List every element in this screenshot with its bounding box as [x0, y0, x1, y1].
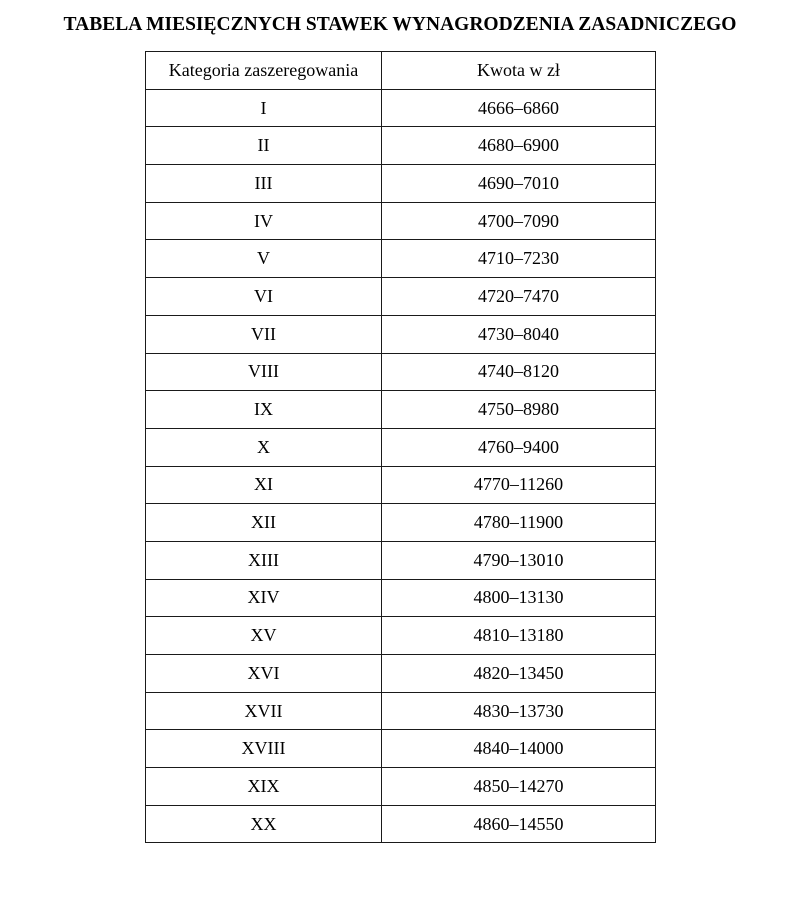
amount-cell: 4770–11260: [382, 466, 656, 504]
table-row: [146, 391, 656, 429]
category-cell: XVI: [146, 655, 382, 693]
category-cell: II: [146, 127, 382, 165]
category-cell: XIV: [146, 579, 382, 617]
table-row: [146, 165, 656, 203]
table-row: [146, 127, 656, 165]
table-header-row: [146, 52, 656, 90]
category-cell: III: [146, 165, 382, 203]
table-row: [146, 466, 656, 504]
amount-cell: 4740–8120: [382, 353, 656, 391]
salary-rates-table: [145, 51, 656, 843]
amount-cell: 4790–13010: [382, 541, 656, 579]
amount-cell: 4730–8040: [382, 315, 656, 353]
table-row: [146, 579, 656, 617]
category-cell: VII: [146, 315, 382, 353]
document-title: TABELA MIESIĘCZNYCH STAWEK WYNAGRODZENIA ZASADNICZEGO: [63, 14, 737, 35]
table-row: [146, 315, 656, 353]
category-cell: X: [146, 428, 382, 466]
amount-cell: 4830–13730: [382, 692, 656, 730]
amount-cell: 4720–7470: [382, 278, 656, 316]
category-cell: XV: [146, 617, 382, 655]
table-row: [146, 240, 656, 278]
amount-cell: 4760–9400: [382, 428, 656, 466]
table-row: [146, 202, 656, 240]
amount-cell: 4750–8980: [382, 391, 656, 429]
table-row: [146, 768, 656, 806]
amount-cell: 4710–7230: [382, 240, 656, 278]
table-row: [146, 541, 656, 579]
table-row: [146, 504, 656, 542]
amount-cell: 4860–14550: [382, 805, 656, 843]
table-body: [146, 89, 656, 843]
amount-cell: 4666–6860: [382, 89, 656, 127]
amount-cell: 4680–6900: [382, 127, 656, 165]
amount-cell: 4690–7010: [382, 165, 656, 203]
category-cell: XIX: [146, 768, 382, 806]
category-cell: XI: [146, 466, 382, 504]
category-cell: IX: [146, 391, 382, 429]
column-header-amount: Kwota w zł: [382, 52, 656, 90]
table-row: [146, 617, 656, 655]
category-cell: V: [146, 240, 382, 278]
category-cell: VIII: [146, 353, 382, 391]
category-cell: VI: [146, 278, 382, 316]
column-header-category: Kategoria zaszeregowania: [146, 52, 382, 90]
table-row: [146, 353, 656, 391]
category-cell: XX: [146, 805, 382, 843]
table-row: [146, 89, 656, 127]
amount-cell: 4840–14000: [382, 730, 656, 768]
category-cell: XIII: [146, 541, 382, 579]
category-cell: XII: [146, 504, 382, 542]
category-cell: IV: [146, 202, 382, 240]
amount-cell: 4700–7090: [382, 202, 656, 240]
table-row: [146, 692, 656, 730]
amount-cell: 4820–13450: [382, 655, 656, 693]
table-row: [146, 428, 656, 466]
amount-cell: 4810–13180: [382, 617, 656, 655]
table-row: [146, 278, 656, 316]
category-cell: XVII: [146, 692, 382, 730]
amount-cell: 4800–13130: [382, 579, 656, 617]
table-row: [146, 655, 656, 693]
category-cell: XVIII: [146, 730, 382, 768]
table-row: [146, 730, 656, 768]
category-cell: I: [146, 89, 382, 127]
amount-cell: 4850–14270: [382, 768, 656, 806]
amount-cell: 4780–11900: [382, 504, 656, 542]
table-row: [146, 805, 656, 843]
